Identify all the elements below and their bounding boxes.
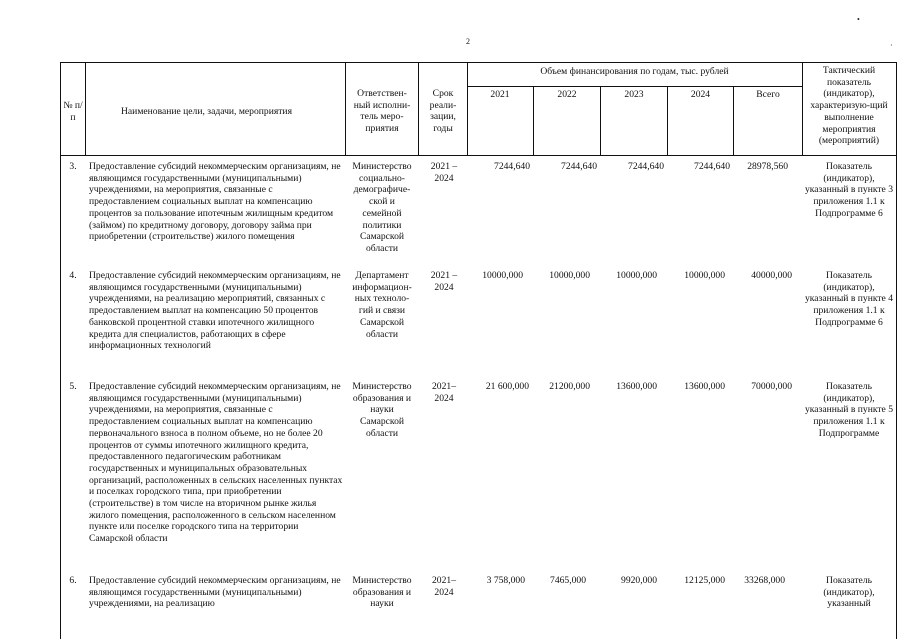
row-4-value-total: 40000,000 xyxy=(751,270,792,281)
row-4-responsible: Департамент информацион-ных техноло-гий и связи Самарской области xyxy=(352,270,412,340)
row-4-num: 4. xyxy=(69,270,77,281)
row-4-value-2023: 10000,000 xyxy=(616,270,657,281)
column-divider xyxy=(85,62,86,156)
header-bottom-border xyxy=(60,155,897,156)
header-year-2021: 2021 xyxy=(490,89,510,100)
column-divider xyxy=(802,62,803,156)
row-6-value-2022: 7465,000 xyxy=(550,575,586,586)
header-indicator: Тактический показатель (индикатор), характеризую-щий выполнение мероприятия (мероприятий) xyxy=(810,65,888,147)
row-6-value-total: 33268,000 xyxy=(744,575,785,586)
header-num: № п/п xyxy=(63,100,83,123)
header-name: Наименование цели, задачи, мероприятия xyxy=(121,106,292,117)
row-6-value-2021: 3 758,000 xyxy=(486,575,525,586)
row-5-value-2022: 21200,000 xyxy=(549,381,590,392)
row-6-value-2023: 9920,000 xyxy=(621,575,657,586)
row-5-num: 5. xyxy=(69,381,77,392)
row-4-term: 2021 – 2024 xyxy=(430,270,458,293)
row-5-value-2021: 21 600,000 xyxy=(485,381,529,392)
row-3-value-total: 28978,560 xyxy=(747,161,788,172)
table-border-left xyxy=(60,62,61,639)
row-6-indicator: Показатель (индикатор), указанный xyxy=(823,575,875,610)
row-5-responsible: Министерство образования и науки Самарской области xyxy=(352,381,412,439)
row-6-term: 2021– 2024 xyxy=(432,575,456,598)
row-4-name: Предоставление субсидий некоммерческим организациям, не являющимся государственными (муниципальными) учреждениями, на реализацию мероприятий, связанных с предоставлением выплат на компенсацию 50 процентов банковской процентной ставки ипотечного жилищного кредита для специалистов, работающих в сфере информационных технологий xyxy=(89,270,341,352)
table-border-right xyxy=(896,62,897,639)
row-5-value-2024: 13600,000 xyxy=(684,381,725,392)
row-6-value-2024: 12125,000 xyxy=(684,575,725,586)
row-5-value-2023: 13600,000 xyxy=(616,381,657,392)
funding-header-divider xyxy=(467,86,802,87)
row-4-value-2024: 10000,000 xyxy=(684,270,725,281)
column-divider xyxy=(345,62,346,156)
scan-speck: • xyxy=(857,15,860,24)
header-year-2023: 2023 xyxy=(624,89,644,100)
row-3-name: Предоставление субсидий некоммерческим организациям, не являющимся государственными (муниципальными) учреждениями, на мероприятия, связанные с предоставлением социальных выплат на компенсацию процентов за пользование ипотечным жилищным кредитом (займом) по кредитному договору, договору займа при приобретении (строительстве) жилого помещения xyxy=(89,161,341,243)
row-5-indicator: Показатель (индикатор), указанный в пункте 5 приложения 1.1 к Подпрограмме xyxy=(804,381,894,439)
row-4-indicator: Показатель (индикатор), указанный в пункте 4 приложения 1.1 к Подпрограмме 6 xyxy=(804,270,894,328)
row-3-num: 3. xyxy=(69,161,77,172)
header-year-2022: 2022 xyxy=(557,89,577,100)
row-3-indicator: Показатель (индикатор), указанный в пункте 3 приложения 1.1 к Подпрограмме 6 xyxy=(804,161,894,219)
header-total: Всего xyxy=(756,89,780,100)
row-5-term: 2021– 2024 xyxy=(432,381,456,404)
header-year-2024: 2024 xyxy=(690,89,711,100)
row-5-name: Предоставление субсидий некоммерческим организациям, не являющимся государственными (муниципальными) учреждениями, на мероприятия, связанные с предоставлением социальных выплат на компенсацию первоначального взноса в полном объеме, но не более 20 процентов от суммы ипотечного жилищного кредита, предоставленного педагогическим работникам государственных и муниципальных образовательных организаций, расположенных в сельских населенных пунктах и поселках городского типа, при приобретении (строительстве) в том числе на вторичном рынке жилья жилого помещения, расположенного в сельском населенном пункте или поселке городского типа на территории Самарской области xyxy=(89,381,343,545)
page-number: 2 xyxy=(466,37,470,46)
row-3-value-2022: 7244,640 xyxy=(561,161,597,172)
row-3-responsible: Министерство социально-демографиче-ской и семейной политики Самарской области xyxy=(352,161,412,254)
row-3-value-2024: 7244,640 xyxy=(694,161,730,172)
table-border-top xyxy=(60,62,897,63)
row-3-term: 2021 – 2024 xyxy=(430,161,458,184)
row-3-value-2021: 7244,640 xyxy=(494,161,530,172)
column-divider xyxy=(418,62,419,156)
scan-speck: · xyxy=(890,41,893,50)
header-funding: Объем финансирования по годам, тыс. рублей xyxy=(540,66,729,77)
row-6-num: 6. xyxy=(69,575,77,586)
row-6-name: Предоставление субсидий некоммерческим организациям, не являющимся государственными (муниципальными) учреждениями, на реализацию xyxy=(89,575,341,610)
header-responsible: Ответствен-ный исполни-тель меро-приятия xyxy=(353,88,411,135)
row-6-responsible: Министерство образования и науки xyxy=(352,575,412,610)
row-5-value-total: 70000,000 xyxy=(751,381,792,392)
row-4-value-2022: 10000,000 xyxy=(549,270,590,281)
header-term: Срок реали-зации, годы xyxy=(429,88,457,135)
row-4-value-2021: 10000,000 xyxy=(482,270,523,281)
row-3-value-2023: 7244,640 xyxy=(628,161,664,172)
